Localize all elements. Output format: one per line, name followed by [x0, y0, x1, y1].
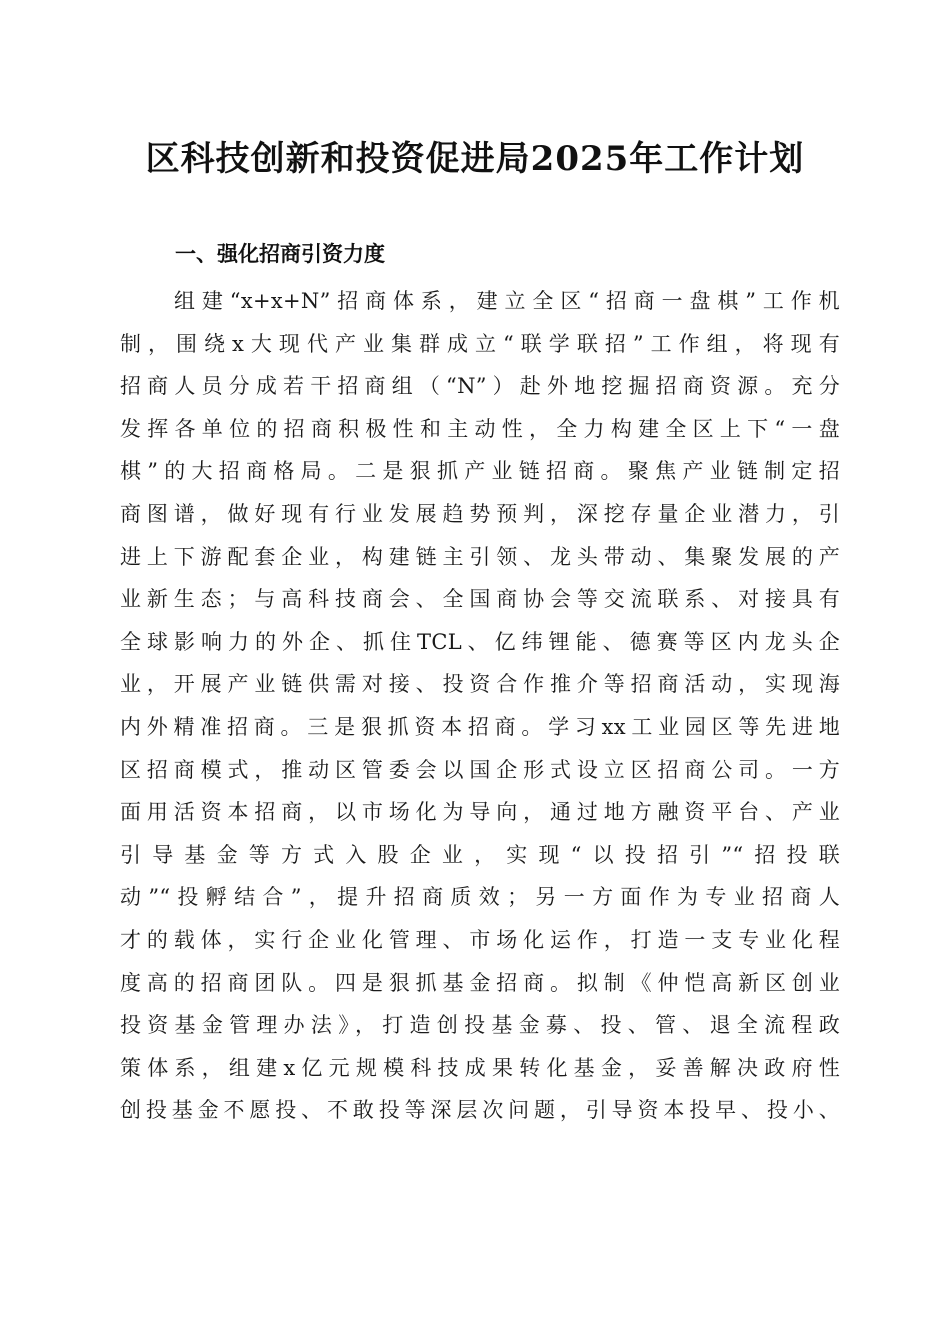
paragraph-line: 进上下游配套企业，构建链主引领、龙头带动、集聚发展的产 — [120, 544, 840, 569]
document-title: 区科技创新和投资促进局2025年工作计划 — [145, 139, 805, 179]
paragraph-line: 动”“投孵结合”，提升招商质效；另一方面作为专业招商人 — [120, 885, 840, 910]
paragraph-line: 业，开展产业链供需对接、投资合作推介等招商活动，实现海 — [120, 672, 840, 697]
section-heading: 一、强化招商引资力度 — [175, 242, 385, 266]
body-paragraph — [120, 280, 840, 1132]
paragraph-line: 创投基金不愿投、不敢投等深层次问题，引导资本投早、投小、 — [120, 1098, 840, 1123]
paragraph-line: 棋”的大招商格局。二是狠抓产业链招商。聚焦产业链制定招 — [120, 459, 840, 484]
paragraph-line: 全球影响力的外企、抓住TCL、亿纬锂能、德赛等区内龙头企 — [120, 629, 840, 654]
paragraph-line: 策体系，组建x亿元规模科技成果转化基金，妥善解决政府性 — [120, 1055, 840, 1080]
paragraph-line: 引导基金等方式入股企业，实现“以投招引”“招投联 — [120, 842, 840, 867]
paragraph-line: 才的载体，实行企业化管理、市场化运作，打造一支专业化程 — [120, 927, 840, 952]
paragraph-line: 区招商模式，推动区管委会以国企形式设立区招商公司。一方 — [120, 757, 840, 782]
paragraph-line: 业新生态；与高科技商会、全国商协会等交流联系、对接具有 — [120, 587, 840, 612]
paragraph-line: 内外精准招商。三是狠抓资本招商。学习xx工业园区等先进地 — [120, 714, 840, 739]
paragraph-line: 发挥各单位的招商积极性和主动性，全力构建全区上下“一盘 — [120, 416, 840, 441]
paragraph-line: 度高的招商团队。四是狠抓基金招商。拟制《仲恺高新区创业 — [120, 970, 840, 995]
paragraph-line: 组建“x+x+N”招商体系，建立全区“招商一盘棋”工作机 — [174, 289, 840, 313]
paragraph-line: 招商人员分成若干招商组（“N”）赴外地挖掘招商资源。充分 — [120, 374, 840, 399]
paragraph-line: 制，围绕x大现代产业集群成立“联学联招”工作组，将现有 — [120, 331, 840, 356]
paragraph-line: 商图谱，做好现有行业发展趋势预判，深挖存量企业潜力，引 — [120, 501, 840, 526]
paragraph-line: 面用活资本招商，以市场化为导向，通过地方融资平台、产业 — [120, 800, 840, 825]
paragraph-line: 投资基金管理办法》，打造创投基金募、投、管、退全流程政 — [120, 1013, 840, 1038]
